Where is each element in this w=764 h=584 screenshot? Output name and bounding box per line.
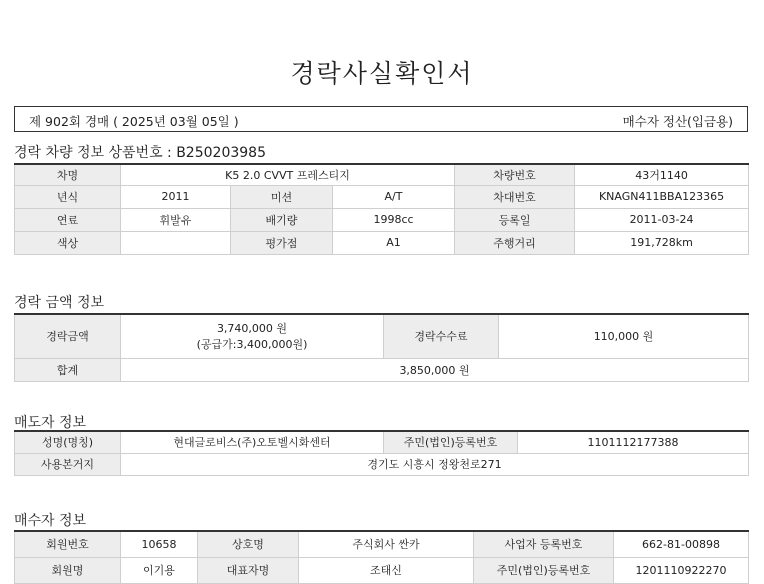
vehicle-section-title: [14, 142, 274, 164]
grade-value: A1: [333, 231, 455, 254]
mileage-value: 191,728km: [575, 231, 749, 254]
buyer-section-title: [14, 510, 106, 532]
table-row: [15, 208, 749, 231]
price-section-title: [14, 292, 134, 314]
rep-label: 대표자명: [198, 557, 299, 583]
fee-value: 110,000 원: [499, 314, 749, 358]
price-section-title-text: 경락 금액 정보: [14, 295, 105, 311]
table-row: [15, 531, 749, 557]
biz-no-label: 사업자 등록번호: [474, 531, 614, 557]
fuel-label: 연료: [15, 208, 121, 231]
biz-no-value: 662-81-00898: [614, 531, 749, 557]
buyer-section-title-text: 매수자 정보: [14, 513, 87, 529]
member-no-label: 회원번호: [15, 531, 121, 557]
displacement-label: 배기량: [231, 208, 333, 231]
amount-value-cell: [121, 314, 384, 358]
seller-name-value: 현대글로비스(주)오토벨시화센터: [121, 431, 384, 453]
displacement-value: 1998cc: [333, 208, 455, 231]
amount-supply: (공급가:3,400,000원): [196, 338, 308, 352]
member-no-value: 10658: [121, 531, 198, 557]
seller-address-label: 사용본거지: [15, 453, 121, 475]
vin-value: KNAGN411BBA123365: [575, 185, 749, 208]
company-label: 상호명: [198, 531, 299, 557]
seller-address-value: 경기도 시흥시 정왕천로271: [121, 453, 749, 475]
buyer-table: [14, 530, 749, 584]
seller-section-title-text: 매도자 정보: [14, 415, 87, 431]
table-row: [15, 431, 749, 453]
grade-label: 평가점: [231, 231, 333, 254]
table-row: [15, 185, 749, 208]
transmission-value: A/T: [333, 185, 455, 208]
fuel-value: 휘발유: [121, 208, 231, 231]
total-value: 3,850,000 원: [121, 358, 749, 381]
name-label: 차명: [15, 164, 121, 185]
auction-info-bar: [14, 106, 748, 132]
plate-value: 43거1140: [575, 164, 749, 185]
table-row: [15, 453, 749, 475]
amount-value: 3,740,000 원: [216, 322, 288, 336]
table-row: [15, 231, 749, 254]
member-name-value: 이기용: [121, 557, 198, 583]
name-value: K5 2.0 CVVT 프레스티지: [121, 164, 455, 185]
vin-label: 차대번호: [455, 185, 575, 208]
transmission-label: 미션: [231, 185, 333, 208]
table-row: [15, 164, 749, 185]
seller-name-label: 성명(명칭): [15, 431, 121, 453]
plate-label: 차량번호: [455, 164, 575, 185]
year-label: 년식: [15, 185, 121, 208]
company-value: 주식회사 싼카: [299, 531, 474, 557]
year-value: 2011: [121, 185, 231, 208]
seller-id-label: 주민(법인)등록번호: [384, 431, 518, 453]
table-row: [15, 557, 749, 583]
seller-table: [14, 430, 749, 476]
member-name-label: 회원명: [15, 557, 121, 583]
mileage-label: 주행거리: [455, 231, 575, 254]
vehicle-table: [14, 163, 749, 255]
price-table: [14, 313, 749, 382]
rep-value: 조태신: [299, 557, 474, 583]
buyer-id-label: 주민(법인)등록번호: [474, 557, 614, 583]
document-title: 경락사실확인서: [290, 59, 474, 88]
fee-label: 경락수수료: [384, 314, 499, 358]
color-label: 색상: [15, 231, 121, 254]
auction-info: 제 902회 경매 ( 2025년 03월 05일 ): [29, 114, 239, 129]
reg-date-value: 2011-03-24: [575, 208, 749, 231]
vehicle-section-title-text: 경락 차량 정보 상품번호 : B250203985: [14, 145, 266, 161]
total-label: 합계: [15, 358, 121, 381]
color-value: [121, 231, 231, 254]
table-row: [15, 358, 749, 381]
reg-date-label: 등록일: [455, 208, 575, 231]
amount-label: 경락금액: [15, 314, 121, 358]
table-row: [15, 314, 749, 358]
settlement-type: 매수자 정산(입금용): [622, 114, 733, 129]
seller-id-value: 1101112177388: [518, 431, 749, 453]
buyer-id-value: 1201110922270: [614, 557, 749, 583]
